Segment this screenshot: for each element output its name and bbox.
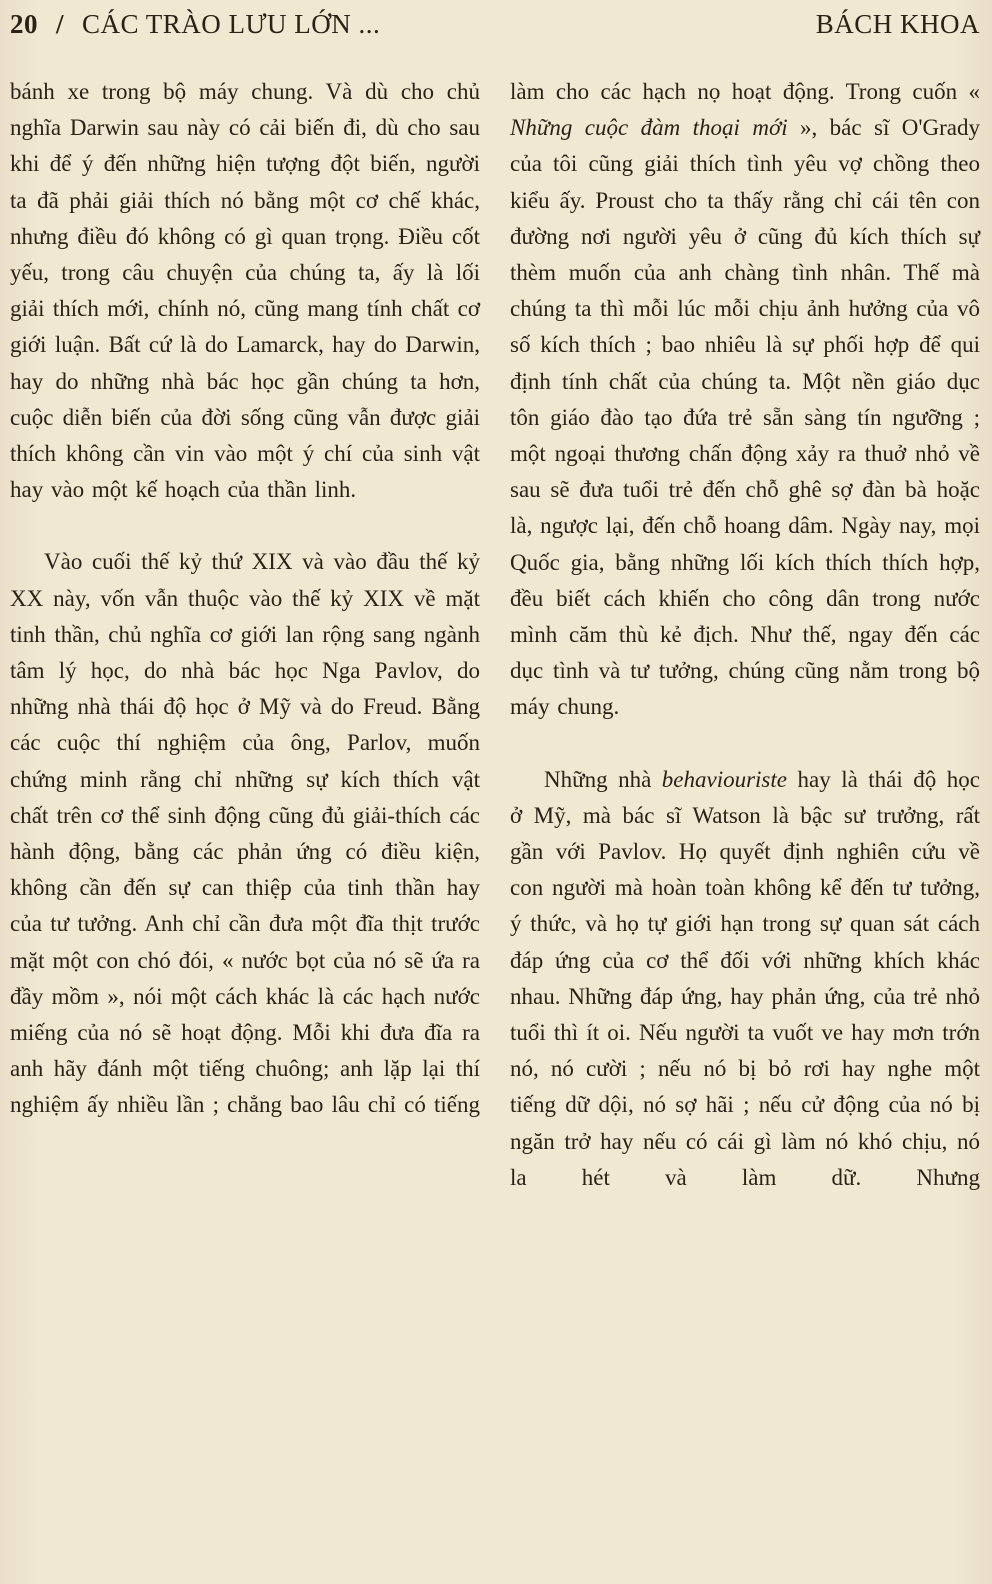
paragraph-gap bbox=[510, 726, 980, 762]
right-p1-text-a: làm cho các hạch nọ hoạt động. Trong cuốn « bbox=[510, 79, 980, 104]
running-header bbox=[10, 6, 980, 42]
book-title-italic: Những cuộc đàm thoại mới bbox=[510, 115, 788, 141]
right-p1-text-b: », bác sĩ O'Grady của tôi cũng giải thích tình yêu vợ chồng theo kiểu ấy. Proust cho ta thấy rằng chỉ cái tên con đường nơi người yêu ở cũng đủ kích thích sự thèm muốn của anh chàng tình nhân. Thế mà chúng ta thì mỗi lúc mỗi chịu ảnh hưởng của vô số kích thích ; bao nhiêu là sự phối hợp để qui định tính chất của chúng ta. Một nền giáo dục tôn giáo đào tạo đứa trẻ sẵn sàng tín ngưỡng ; một ngoại thương chấn động xảy ra thuở nhỏ về sau sẽ đưa tuổi trẻ đến chỗ ghê sợ đàn bà hoặc là, ngược lại, đến chỗ hoang dâm. Ngày nay, mọi Quốc gia, bằng những lối kích thích thích hợp, đều biết cách khiến cho công dân trong nước mình căm thù kẻ địch. Như thế, ngay đến các dục tình và tư tưởng, chúng cũng nằm trong bộ máy chung. bbox=[510, 115, 980, 720]
publication-name: BÁCH KHOA bbox=[815, 8, 980, 39]
right-p2-text-a: Những nhà bbox=[544, 766, 662, 792]
left-paragraph-1: bánh xe trong bộ máy chung. Và dù cho chủ nghĩa Darwin sau này có cải biến đi, dù cho sau khi để ý đến những hiện tượng đột biến, người ta đã phải giải thích nó bằng một cơ chế khác, nhưng điều đó không có gì quan trọng. Điều cốt yếu, trong câu chuyện của chúng ta, ấy là lối giải thích mới, chính nó, cũng mang tính chất cơ giới luận. Bất cứ là do Lamarck, hay do Darwin, hay do những nhà bác học gần chúng ta hơn, cuộc diễn biến của đời sống cũng vẫn được giải thích không cần vin vào một ý chí của sinh vật hay vào một kế hoạch của thần linh. bbox=[10, 79, 480, 503]
term-italic: behaviouriste bbox=[661, 766, 787, 792]
left-column bbox=[10, 74, 480, 1196]
header-left bbox=[10, 9, 380, 40]
right-column bbox=[510, 74, 980, 1196]
running-title: CÁC TRÀO LƯU LỚN ... bbox=[82, 8, 381, 39]
right-p2-text-b: hay là thái độ học ở Mỹ, mà bác sĩ Watson là bậc sư trưởng, rất gần với Pavlov. Họ quyết định nghiên cứu về con người mà hoàn toàn không kể đến tư tưởng, ý thức, và họ tự giới hạn trong sự quan sát cách đáp ứng của cơ thể đối với những khích khác nhau. Những đáp ứng, hay phản ứng, của trẻ nhỏ tuổi thì ít oi. Nếu người ta vuốt ve hay mơn trớn nó, nó cười ; nếu nó bị bỏ rơi hay nghe một tiếng dữ dội, nó sợ hãi ; nếu cử động của nó bị ngăn trở hay nếu có cái gì làm nó khó chịu, nó la hét và làm dữ. Nhưng bbox=[510, 766, 980, 1190]
paragraph-gap bbox=[10, 508, 480, 544]
page-number: 20 bbox=[10, 8, 38, 39]
header-separator: / bbox=[56, 8, 65, 39]
right-paragraph-1 bbox=[510, 74, 980, 726]
text-columns bbox=[10, 74, 980, 1196]
left-paragraph-2: Vào cuối thế kỷ thứ XIX và vào đầu thế kỷ XX này, vốn vẫn thuộc vào thế kỷ XIX về mặt tinh thần, chủ nghĩa cơ giới lan rộng sang ngành tâm lý học, do nhà bác học Nga Pavlov, do những nhà thái độ học ở Mỹ và do Freud. Bằng các cuộc thí nghiệm của ông, Parlov, muốn chứng minh rằng chỉ những sự kích thích vật chất trên cơ thể sinh động cũng đủ giải-thích các hành động, bằng các phản ứng có điều kiện, không cần đến sự can thiệp của tinh thần hay của tư tưởng. Anh chỉ cần đưa một đĩa thịt trước mặt một con chó đói, « nước bọt của nó sẽ ứa ra đầy mồm », nói một cách khác là các hạch nước miếng của nó sẽ hoạt động. Mỗi khi đưa đĩa ra anh hãy đánh một tiếng chuông; anh lặp lại thí nghiệm ấy nhiều lần ; chẳng bao lâu chỉ có tiếng bbox=[10, 549, 480, 1118]
right-paragraph-2 bbox=[510, 762, 980, 1196]
